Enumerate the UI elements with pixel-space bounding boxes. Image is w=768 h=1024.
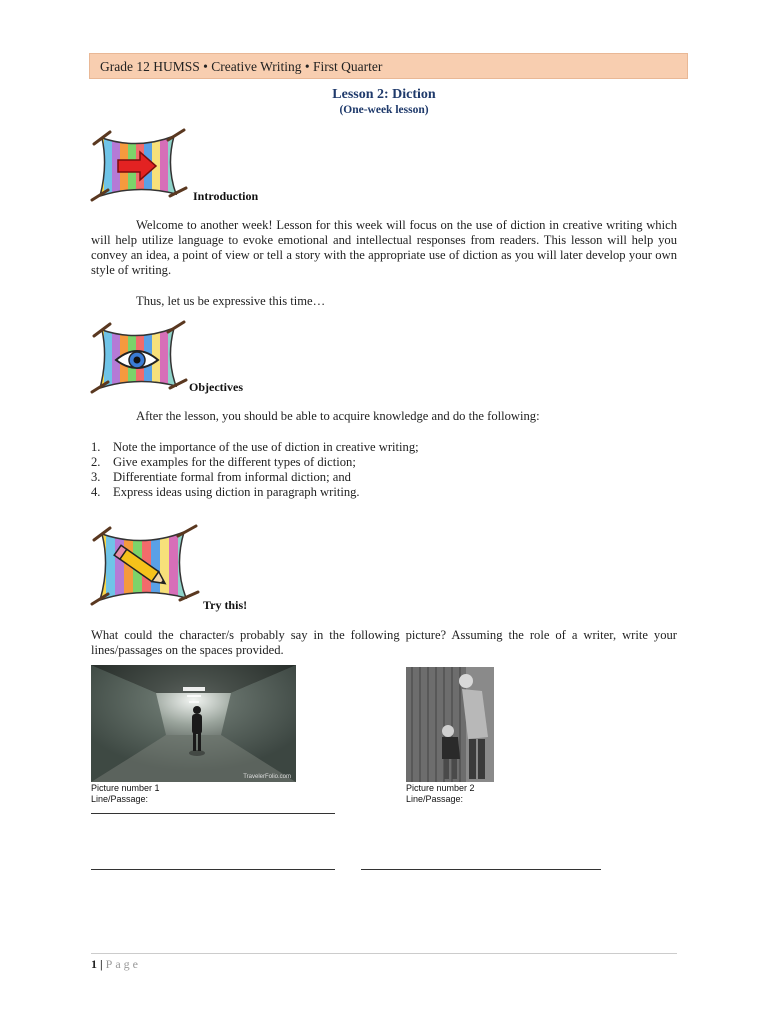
answer-line-3[interactable] (361, 869, 601, 870)
objectives-intro: After the lesson, you should be able to acquire knowledge and do the following: (136, 409, 540, 423)
list-item-number: 1. (91, 440, 101, 454)
list-item-number: 4. (91, 485, 101, 499)
introduction-heading: Introduction (193, 189, 259, 203)
lesson-title: Lesson 2: Diction (332, 87, 436, 102)
list-item (91, 455, 677, 470)
watermark-text: TravelerFolio.com (243, 774, 291, 780)
try-this-prompt: What could the character/s probably say in the following picture? Assuming the role of a writer, write your lines/passages on the spaces provided. (91, 628, 677, 657)
objectives-list (91, 440, 677, 500)
try-this-heading: Try this! (203, 598, 248, 612)
pencil-icon (88, 524, 202, 608)
list-item-number: 3. (91, 470, 101, 484)
list-item (91, 485, 677, 500)
list-item-text: Note the importance of the use of diction in creative writing; (113, 440, 419, 454)
picture-1-caption: Picture number 1 (91, 783, 160, 793)
list-item-text: Give examples for the different types of diction; (113, 455, 356, 469)
introduction-closing: Thus, let us be expressive this time… (136, 294, 326, 308)
list-item-text: Differentiate formal from informal diction; and (113, 470, 351, 484)
eye-icon (88, 320, 192, 396)
introduction-paragraph: Welcome to another week! Lesson for this week will focus on the use of diction in creative writing which will help utilize language to evoke emotional and intellectual responses from readers. This lesson will help you convey an idea, a point of view or tell a story with the appropriate use of diction as you will later develop your own style of writing. (91, 218, 677, 277)
list-item-text: Express ideas using diction in paragraph writing. (113, 485, 360, 499)
objectives-heading: Objectives (189, 380, 243, 394)
picture-1-tunnel-image (91, 665, 296, 782)
page-number: 1 (91, 957, 97, 971)
list-item (91, 440, 677, 455)
page-separator: | (100, 957, 103, 971)
picture-2-line-label: Line/Passage: (406, 794, 464, 804)
picture-2-caption: Picture number 2 (406, 783, 475, 793)
picture-2-peeking-image (406, 667, 494, 782)
page-word: Page (105, 957, 141, 971)
footer-divider (91, 953, 677, 954)
page-header: Grade 12 HUMSS • Creative Writing • First Quarter (89, 53, 688, 79)
page-footer (91, 957, 141, 972)
lesson-subtitle: (One-week lesson) (339, 104, 429, 116)
arrow-icon (88, 128, 192, 204)
list-item (91, 470, 677, 485)
list-item-number: 2. (91, 455, 101, 469)
picture-1-line-label: Line/Passage: (91, 794, 149, 804)
answer-line-1[interactable] (91, 813, 335, 814)
answer-line-2[interactable] (91, 869, 335, 870)
